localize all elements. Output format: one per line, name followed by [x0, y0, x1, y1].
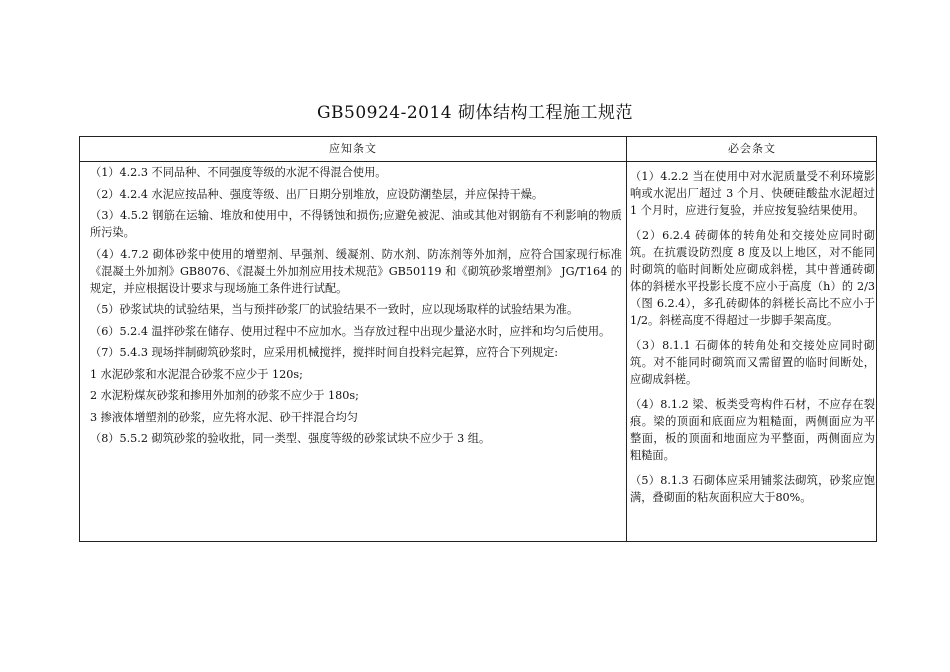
clause-subitem: 3 掺液体增塑剂的砂浆，应先将水泥、砂干拌混合均匀 — [90, 410, 358, 424]
header-should-know: 应知条文 — [329, 142, 377, 155]
clause-item: （5）8.1.3 石砌体应采用铺浆法砌筑，砂浆应饱满，叠砌面的粘灰面积应大于80%。 — [630, 474, 875, 504]
clause-subitem: 1 水泥砂浆和水泥混合砂浆不应少于 120s; — [90, 367, 303, 381]
clause-item: （3）4.5.2 钢筋在运输、堆放和使用中，不得锈蚀和损伤;应避免被泥、油或其他对钢筋有不利影响的物质所污染。 — [90, 209, 622, 239]
clause-item: （2）6.2.4 砖砌体的转角处和交接处应同时砌筑。在抗震设防烈度 8 度及以上地区，对不能同时砌筑的临时间断处应砌成斜槎，其中普通砖砌体的斜槎水平投影长度不应小于高度（h）的 2/3（图 6.2.4），多孔砖砌体的斜槎长高比不应小于 1/2。斜槎高度不得超过一步脚手架高度。 — [630, 229, 875, 327]
clause-item: （1）4.2.3 不同品种、不同强度等级的水泥不得混合使用。 — [90, 166, 387, 179]
clause-subitem: 2 水泥粉煤灰砂浆和掺用外加剂的砂浆不应少于 180s; — [90, 389, 359, 402]
header-must-master: 必会条文 — [728, 142, 776, 155]
clause-item: （1）4.2.2 当在使用中对水泥质量受不利环境影响或水泥出厂超过 3 个月、快硬硅酸盐水泥超过 1 个月时，应进行复验，并应按复验结果使用。 — [630, 170, 875, 217]
clause-item: （3）8.1.1 石砌体的转角处和交接处应同时砌筑。对不能同时砌筑而又需留置的临时间断处，应砌成斜槎。 — [630, 339, 875, 386]
clause-item: （4）4.7.2 砌体砂浆中使用的增塑剂、早强剂、缓凝剂、防水剂、防冻剂等外加剂，应符合国家现行标准《混凝土外加剂》GB8076、《混凝土外加剂应用技术规范》GB50119 和《砌筑砂浆增塑剂》 JG/T164 的规定，并应根据设计要求与现场施工条件进行试配。 — [90, 247, 622, 295]
clause-item: （6）5.2.4 温拌砂浆在储存、使用过程中不应加水。当存放过程中出现少量泌水时，应拌和均匀后使用。 — [90, 324, 611, 338]
clause-item: （7）5.4.3 现场拌制砌筑砂浆时，应采用机械搅拌，搅拌时间自投料完起算，应符合下列规定: — [90, 346, 559, 359]
clause-item: （5）砂浆试块的试验结果，当与预拌砂浆厂的试验结果不一致时，应以现场取样的试验结果为准。 — [90, 303, 579, 316]
standards-table — [79, 136, 877, 542]
clause-item: （2）4.2.4 水泥应按品种、强度等级、出厂日期分别堆放，应设防潮垫层，并应保持干燥。 — [90, 187, 544, 201]
clause-item: （4）8.1.2 梁、板类受弯构件石材，不应存在裂痕。梁的顶面和底面应为粗糙面，两侧面应为平整面，板的顶面和地面应为平整面，两侧面应为粗糙面。 — [630, 398, 875, 462]
should-know-column — [80, 162, 626, 541]
clause-item: （8）5.5.2 砌筑砂浆的验收批，同一类型、强度等级的砂浆试块不应少于 3 组。 — [90, 432, 491, 445]
must-master-column — [627, 162, 877, 541]
document-title: GB50924-2014 砌体结构工程施工规范 — [316, 103, 634, 123]
